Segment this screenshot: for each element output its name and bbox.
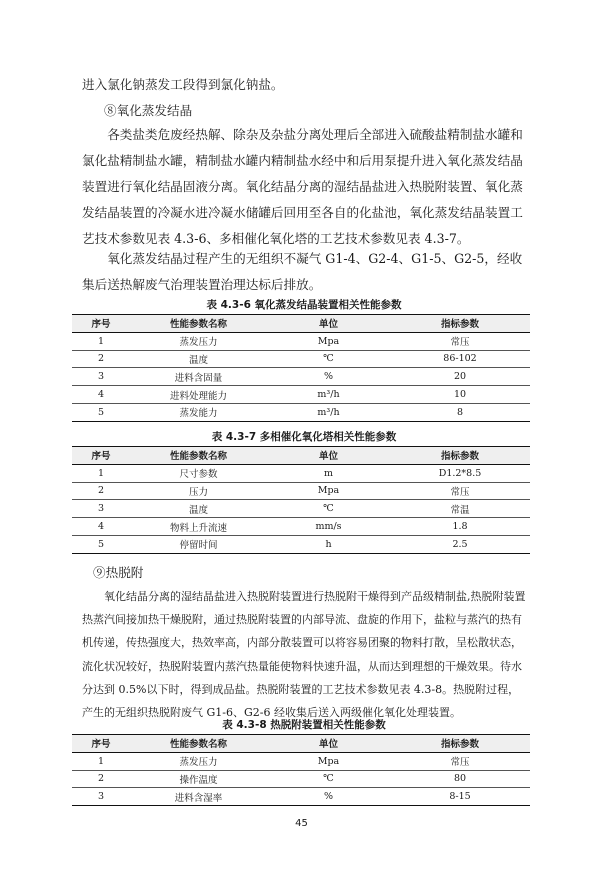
table-catalytic-oxidation-tower-params (72, 446, 530, 554)
cell-no: 1 (72, 332, 130, 350)
cell-param: 物料上升流速 (130, 518, 267, 536)
cell-no: 1 (72, 752, 130, 770)
cell-value: 20 (390, 368, 530, 386)
paragraph-gas-treatment: 氧化蒸发结晶过程产生的无组织不凝气 G1-4、G2-4、G1-5、G2-5，经收集后送热解废气治理装置治理达标后排放。 (82, 251, 523, 292)
table-row (72, 464, 530, 482)
cell-param: 停留时间 (130, 535, 267, 553)
cell-no: 2 (72, 770, 130, 788)
cell-value: D1.2*8.5 (390, 464, 530, 482)
cell-value: 常温 (390, 500, 530, 518)
cell-param: 温度 (130, 500, 267, 518)
table-oxidation-evaporation-params (72, 314, 530, 422)
cell-value: 80 (390, 770, 530, 788)
table-header-row (72, 735, 530, 753)
page-number: 45 (295, 818, 308, 829)
cell-unit: m³/h (267, 386, 390, 404)
table-row (72, 482, 530, 500)
cell-param: 蒸发压力 (130, 752, 267, 770)
table-title-4-3-7: 表 4.3-7 多相催化氧化塔相关性能参数 (211, 431, 397, 443)
table-title-4-3-6: 表 4.3-6 氧化蒸发结晶装置相关性能参数 (206, 299, 402, 311)
cell-value: 常压 (390, 482, 530, 500)
table-thermal-desorption-params (72, 734, 530, 806)
cell-param: 蒸发压力 (130, 332, 267, 350)
header-value: 指标参数 (390, 447, 530, 465)
cell-value: 常压 (390, 332, 530, 350)
cell-value: 86-102 (390, 350, 530, 368)
table-row (72, 535, 530, 553)
table-row (72, 518, 530, 536)
cell-no: 4 (72, 518, 130, 536)
table-row (72, 332, 530, 350)
cell-param: 进料处理能力 (130, 386, 267, 404)
header-no: 序号 (72, 315, 130, 333)
cell-value: 2.5 (390, 535, 530, 553)
cell-unit: m (267, 464, 390, 482)
header-unit: 单位 (267, 315, 390, 333)
cell-param: 温度 (130, 350, 267, 368)
section-heading-oxidation-evaporation: ⑧氧化蒸发结晶 (104, 103, 193, 118)
cell-unit: Mpa (267, 332, 390, 350)
cell-no: 2 (72, 482, 130, 500)
header-param-name: 性能参数名称 (130, 735, 267, 753)
cell-no: 3 (72, 500, 130, 518)
cell-unit: m³/h (267, 403, 390, 421)
table-row (72, 752, 530, 770)
cell-no: 3 (72, 788, 130, 806)
cell-no: 5 (72, 403, 130, 421)
cell-param: 操作温度 (130, 770, 267, 788)
header-unit: 单位 (267, 447, 390, 465)
table-header-row (72, 447, 530, 465)
table-row (72, 350, 530, 368)
cell-unit: ℃ (267, 350, 390, 368)
table-title-4-3-8: 表 4.3-8 热脱附装置相关性能参数 (222, 719, 386, 731)
cell-unit: % (267, 788, 390, 806)
header-param-name: 性能参数名称 (130, 447, 267, 465)
cell-param: 蒸发能力 (130, 403, 267, 421)
header-no: 序号 (72, 735, 130, 753)
table-row (72, 403, 530, 421)
header-value: 指标参数 (390, 735, 530, 753)
cell-value: 8-15 (390, 788, 530, 806)
cell-unit: ℃ (267, 770, 390, 788)
cell-unit: ℃ (267, 500, 390, 518)
cell-param: 进料含湿率 (130, 788, 267, 806)
cell-no: 4 (72, 386, 130, 404)
cell-no: 2 (72, 350, 130, 368)
cell-unit: Mpa (267, 482, 390, 500)
paragraph-thermal-desorption: 氧化结晶分离的湿结晶盐进入热脱附装置进行热脱附干燥得到产品级精制盐,热脱附装置热蒸汽间接加热干燥脱附，通过热脱附装置的内部导流、盘旋的作用下，盐粒与蒸汽的热有机传递，传热强度大，热效率高，内部分散装置可以将容易团聚的物料打散，呈松散状态，流化状况较好，热脱附装置内蒸汽热量能使物料快速升温，从而达到理想的干燥效果。待水分达到 0.5%以下时，得到成品盐。热脱附装置的工艺技术参数见表 4.3-8。热脱附过程，产生的无组织热脱附废气 G1-6、G2-6 经收集后送入两级催化氧化处理装置。 (82, 590, 526, 720)
cell-unit: h (267, 535, 390, 553)
cell-no: 1 (72, 464, 130, 482)
header-unit: 单位 (267, 735, 390, 753)
table-row (72, 788, 530, 806)
header-param-name: 性能参数名称 (130, 315, 267, 333)
table-row (72, 770, 530, 788)
cell-value: 常压 (390, 752, 530, 770)
cell-param: 进料含固量 (130, 368, 267, 386)
cell-value: 8 (390, 403, 530, 421)
paragraph-oxidation-process: 各类盐类危废经热解、除杂及杂盐分离处理后全部进入硫酸盐精制盐水罐和氯化盐精制盐水罐，精制盐水罐内精制盐水经中和后用泵提升进入氧化蒸发结晶装置进行氧化结晶固液分离。氧化结晶分离的湿结晶盐进入热脱附装置、氧化蒸发结晶装置的冷凝水进冷凝水储罐后回用至各自的化盐池，氧化蒸发结晶装置工艺技术参数见表 4.3-6、多相催化氧化塔的工艺技术参数见表 4.3-7。 (82, 127, 523, 246)
cell-unit: Mpa (267, 752, 390, 770)
cell-unit: mm/s (267, 518, 390, 536)
cell-value: 1.8 (390, 518, 530, 536)
table-row (72, 386, 530, 404)
header-value: 指标参数 (390, 315, 530, 333)
cell-param: 尺寸参数 (130, 464, 267, 482)
table-row (72, 368, 530, 386)
cell-no: 5 (72, 535, 130, 553)
cell-no: 3 (72, 368, 130, 386)
table-row (72, 500, 530, 518)
table-header-row (72, 315, 530, 333)
paragraph-intro: 进入氯化钠蒸发工段得到氯化钠盐。 (82, 77, 284, 92)
cell-value: 10 (390, 386, 530, 404)
cell-unit: % (267, 368, 390, 386)
section-heading-thermal-desorption: ⑨热脱附 (93, 565, 144, 580)
cell-param: 压力 (130, 482, 267, 500)
header-no: 序号 (72, 447, 130, 465)
